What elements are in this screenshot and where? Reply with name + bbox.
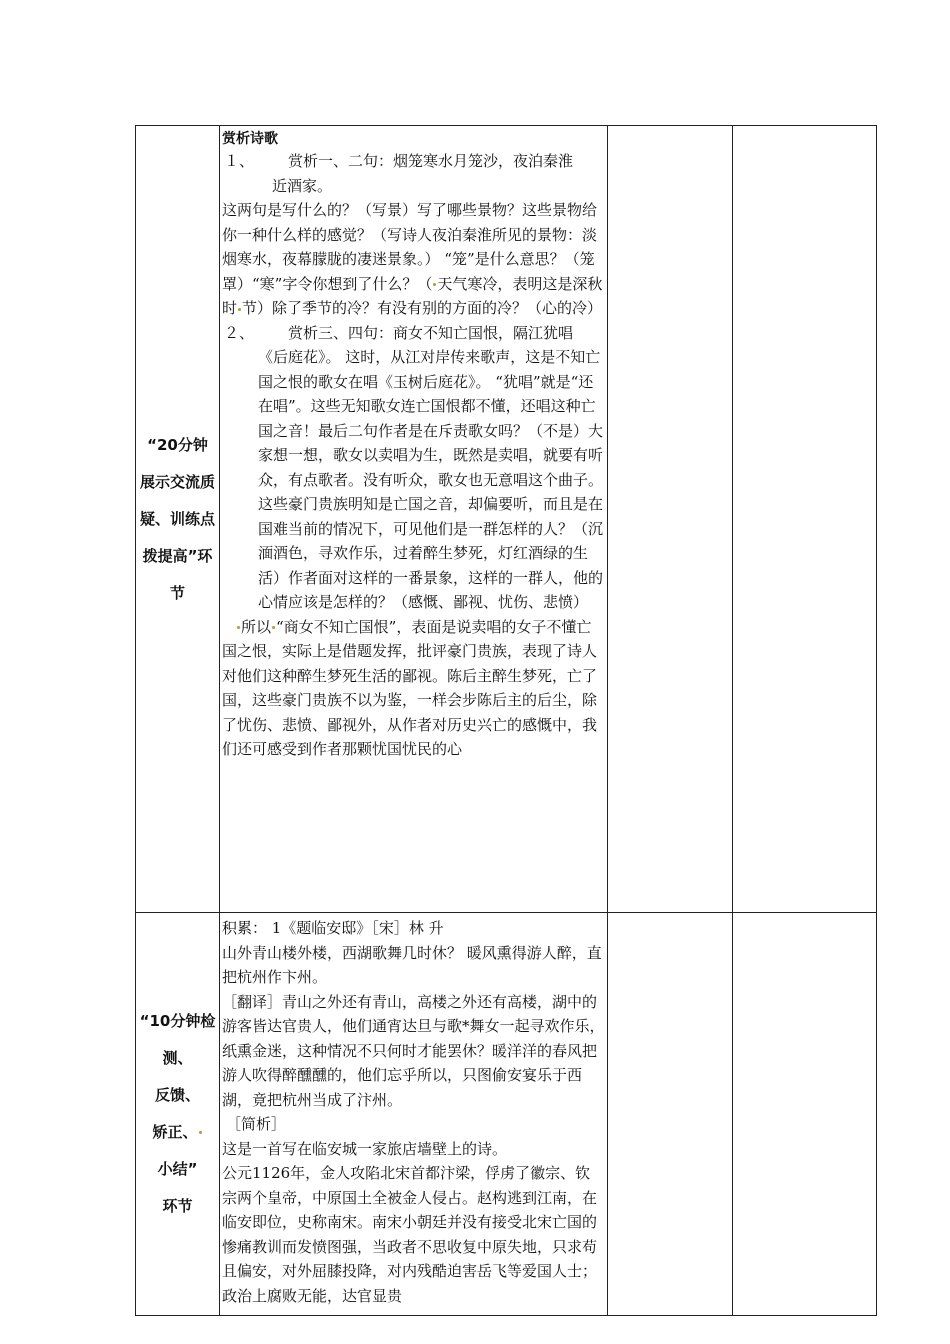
translation-text: ［翻译］青山之外还有青山，高楼之外还有高楼，湖中的游客皆达官贵人，他们通宵达旦与歌*舞女一起寻欢作乐，纸熏金迷，这种情况不只何时才能罢休？暖洋洋的春风把游人吹得醉醺醺的，他们忘乎所以，只图偷安宴乐于西湖，竟把杭州当成了汴州。 (222, 992, 605, 1109)
stage-line: 测、 (162, 1049, 193, 1067)
table-row (136, 126, 877, 913)
item-text: 赏析三、四句：商女不知亡国恨，隔江犹唱 (288, 323, 574, 342)
paragraph-text: 节）除了季节的冷？有没有别的方面的冷？（心的冷） (242, 299, 603, 317)
poem-text: 山外青山楼外楼，西湖歌舞几时休？ 暖风熏得游人醉，直把杭州作卞州。 (222, 943, 602, 986)
mark-icon (237, 626, 240, 629)
empty-cell (733, 913, 877, 1316)
mark-icon (238, 308, 241, 311)
accumulation-line: 积累： 1《题临安邸》［宋］林 升 (222, 919, 444, 937)
content-cell (220, 913, 608, 1316)
analysis-text: 公元1126年，金人攻陷北宋首都汴梁，俘虏了徽宗、钦宗两个皇帝，中原国土全被金人侵占。赵构逃到江南，在临安即位，史称南宋。南宋小朝廷并没有接受北宋亡国的惨痛教训而发愤图强，当政者不思收复中原失地，只求苟且偏安，对外屈膝投降，对内残酷迫害岳飞等爱国人士；政治上腐败无能，达官显贵 (222, 1164, 598, 1305)
stage-line: “20分钟 (147, 435, 208, 454)
stage-line: 节 (169, 583, 185, 602)
empty-cell (608, 913, 733, 1316)
mark-icon (199, 1131, 202, 1134)
paragraph-text: 这两句是写什么的？（写景）写了哪些景物？这些景物给你一种什么样的感觉？（写诗人夜泊秦淮所见的景物：淡烟寒水，夜幕朦胧的凄迷景象。） “笼”是什么意思？（笼罩）“寒”字令你想到了什么？（ (222, 201, 598, 293)
paragraph-text: “商女不知亡国恨”，表面是说卖唱的女子不懂亡国之恨，实际上是借题发挥，批评豪门贵族，表现了诗人对他们这种醉生梦死生活的鄙视。陈后主醉生梦死，亡了国，这些豪门贵族不以为鉴，一样会步陈后主的后尘，除了忧伤、悲愤、鄙视外，从作者对历史兴亡的感慨中，我们还可感受到作者那颗忧国忧民的心 (222, 617, 598, 758)
empty-cell (608, 126, 733, 913)
stage-line: 拨提高”环 (142, 546, 213, 565)
paragraph (222, 615, 605, 762)
stage-line: “10分钟检 (139, 1012, 216, 1030)
content-cell (220, 126, 608, 913)
stage-line (136, 1114, 219, 1151)
stage-line: 小结” (157, 1160, 198, 1178)
section-heading: 赏析诗歌 (222, 131, 278, 147)
stage-line: 疑、训练点 (139, 509, 215, 528)
paragraph-text: 所以 (241, 617, 272, 636)
stage-line: 展示交流质 (139, 472, 215, 491)
list-item (222, 149, 605, 198)
item-text: 赏析一、二句：烟笼寒水月笼沙，夜泊秦淮 (288, 152, 574, 170)
stage-text: 矫正、 (152, 1123, 198, 1141)
item-number: １、 (224, 152, 255, 170)
lesson-plan-table (135, 125, 877, 1316)
stage-cell (136, 913, 220, 1316)
item-number: ２、 (224, 323, 255, 342)
stage-line: 环节 (162, 1197, 193, 1215)
list-item (222, 321, 605, 615)
stage-cell (136, 126, 220, 913)
analysis-text: 这是一首写在临安城一家旅店墙壁上的诗。 (222, 1139, 508, 1158)
analysis-title: ［简析］ (226, 1115, 287, 1133)
table-row (136, 913, 877, 1316)
stage-line: 反馈、 (154, 1086, 200, 1104)
mark-icon (272, 626, 275, 629)
empty-cell (733, 126, 877, 913)
item-text: 《后庭花》。 这时，从江对岸传来歌声，这是不知亡国之恨的歌女在唱《玉树后庭花》。 “犹唱”就是“还在唱”。这些无知歌女连亡国恨都不懂，还唱这种亡国之音！最后二句作者是在斥责歌女吗？（不是）大家想一想，歌女以卖唱为生，既然是卖唱，就要有听众，有点歌者。没有听众，歌女也无意唱这个曲子。 这些豪门贵族明知是亡国之音，却偏要听，而且是在国难当前的情况下，可见他们是一群怎样的人？（沉湎酒色，寻欢作乐，过着醉生梦死，灯红酒绿的生活）作者面对这样的一番景象，这样的一群人，他的心情应该是怎样的？（感慨、鄙视、忧伤、悲愤） (258, 348, 604, 611)
mark-icon (433, 283, 436, 286)
paragraph-text: 天气寒冷，表明这是深秋时 (222, 274, 603, 317)
paragraph (222, 198, 605, 321)
item-text: 近酒家。 (272, 176, 333, 195)
